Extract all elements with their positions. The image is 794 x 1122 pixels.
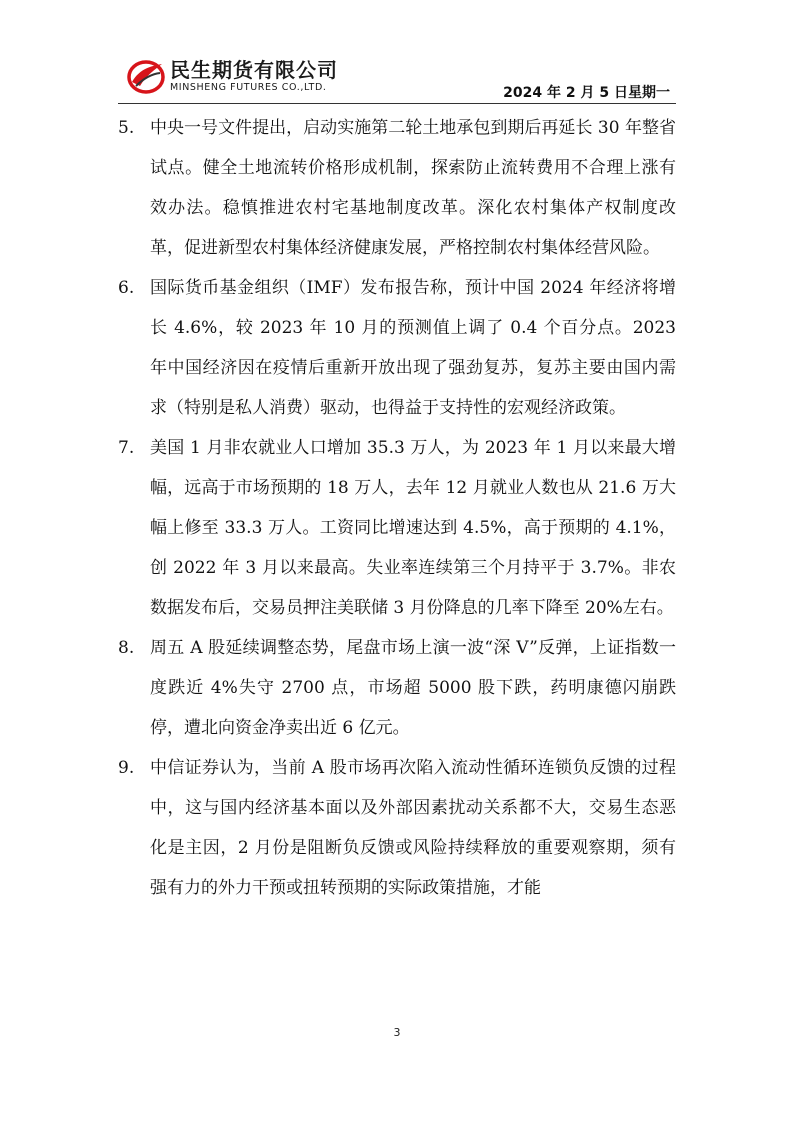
- news-item-6: [118, 268, 676, 428]
- news-item-text: 中央一号文件提出，启动实施第二轮土地承包到期后再延长 30 年整省试点。健全土地流转价格形成机制，探索防止流转费用不合理上涨有效办法。稳慎推进农村宅基地制度改革。深化农村集体产权制度改革，促进新型农村集体经济健康发展，严格控制农村集体经营风险。: [150, 118, 676, 258]
- news-item-number: 8.: [118, 638, 135, 658]
- news-item-text: 中信证券认为，当前 A 股市场再次陷入流动性循环连锁负反馈的过程中，这与国内经济基本面以及外部因素扰动关系都不大，交易生态恶化是主因，2 月份是阻断负反馈或风险持续释放的重要观察期，须有强有力的外力干预或扭转预期的实际政策措施，才能: [150, 758, 676, 898]
- news-item-8: [118, 628, 676, 748]
- header-divider: [118, 103, 676, 104]
- news-item-9: [118, 748, 676, 908]
- news-item-number: 6.: [118, 278, 135, 298]
- news-item-text: 周五 A 股延续调整态势，尾盘市场上演一波“深 V”反弹，上证指数一度跌近 4%失守 2700 点，市场超 5000 股下跌，药明康德闪崩跌停，遭北向资金净卖出近 6 亿元。: [150, 638, 676, 738]
- company-name-en: MINSHENG FUTURES CO.,LTD.: [170, 82, 327, 93]
- report-date: 2024 年 2 月 5 日星期一: [503, 85, 670, 101]
- company-name-cn: 民生期货有限公司: [170, 58, 338, 82]
- news-item-number: 5.: [118, 118, 135, 138]
- news-item-text: 美国 1 月非农就业人口增加 35.3 万人，为 2023 年 1 月以来最大增幅，远高于市场预期的 18 万人，去年 12 月就业人数也从 21.6 万大幅上修至 33.3 万人。工资同比增速达到 4.5%，高于预期的 4.1%，创 2022 年 3 月以来最高。失业率连续第三个月持平于 3.7%。非农数据发布后，交易员押注美联储 3 月份降息的几率下降至 20%左右。: [150, 438, 676, 618]
- news-list: [118, 108, 676, 908]
- news-item-number: 9.: [118, 758, 135, 778]
- news-item-number: 7.: [118, 438, 135, 458]
- news-item-7: [118, 428, 676, 628]
- minsheng-logo-icon: [126, 56, 166, 96]
- news-item-5: [118, 108, 676, 268]
- page-number: 3: [393, 1026, 401, 1039]
- news-item-text: 国际货币基金组织（IMF）发布报告称，预计中国 2024 年经济将增长 4.6%，较 2023 年 10 月的预测值上调了 0.4 个百分点。2023 年中国经济因在疫情后重新开放出现了强劲复苏，复苏主要由国内需求（特别是私人消费）驱动，也得益于支持性的宏观经济政策。: [150, 278, 676, 418]
- page-header: [118, 48, 676, 104]
